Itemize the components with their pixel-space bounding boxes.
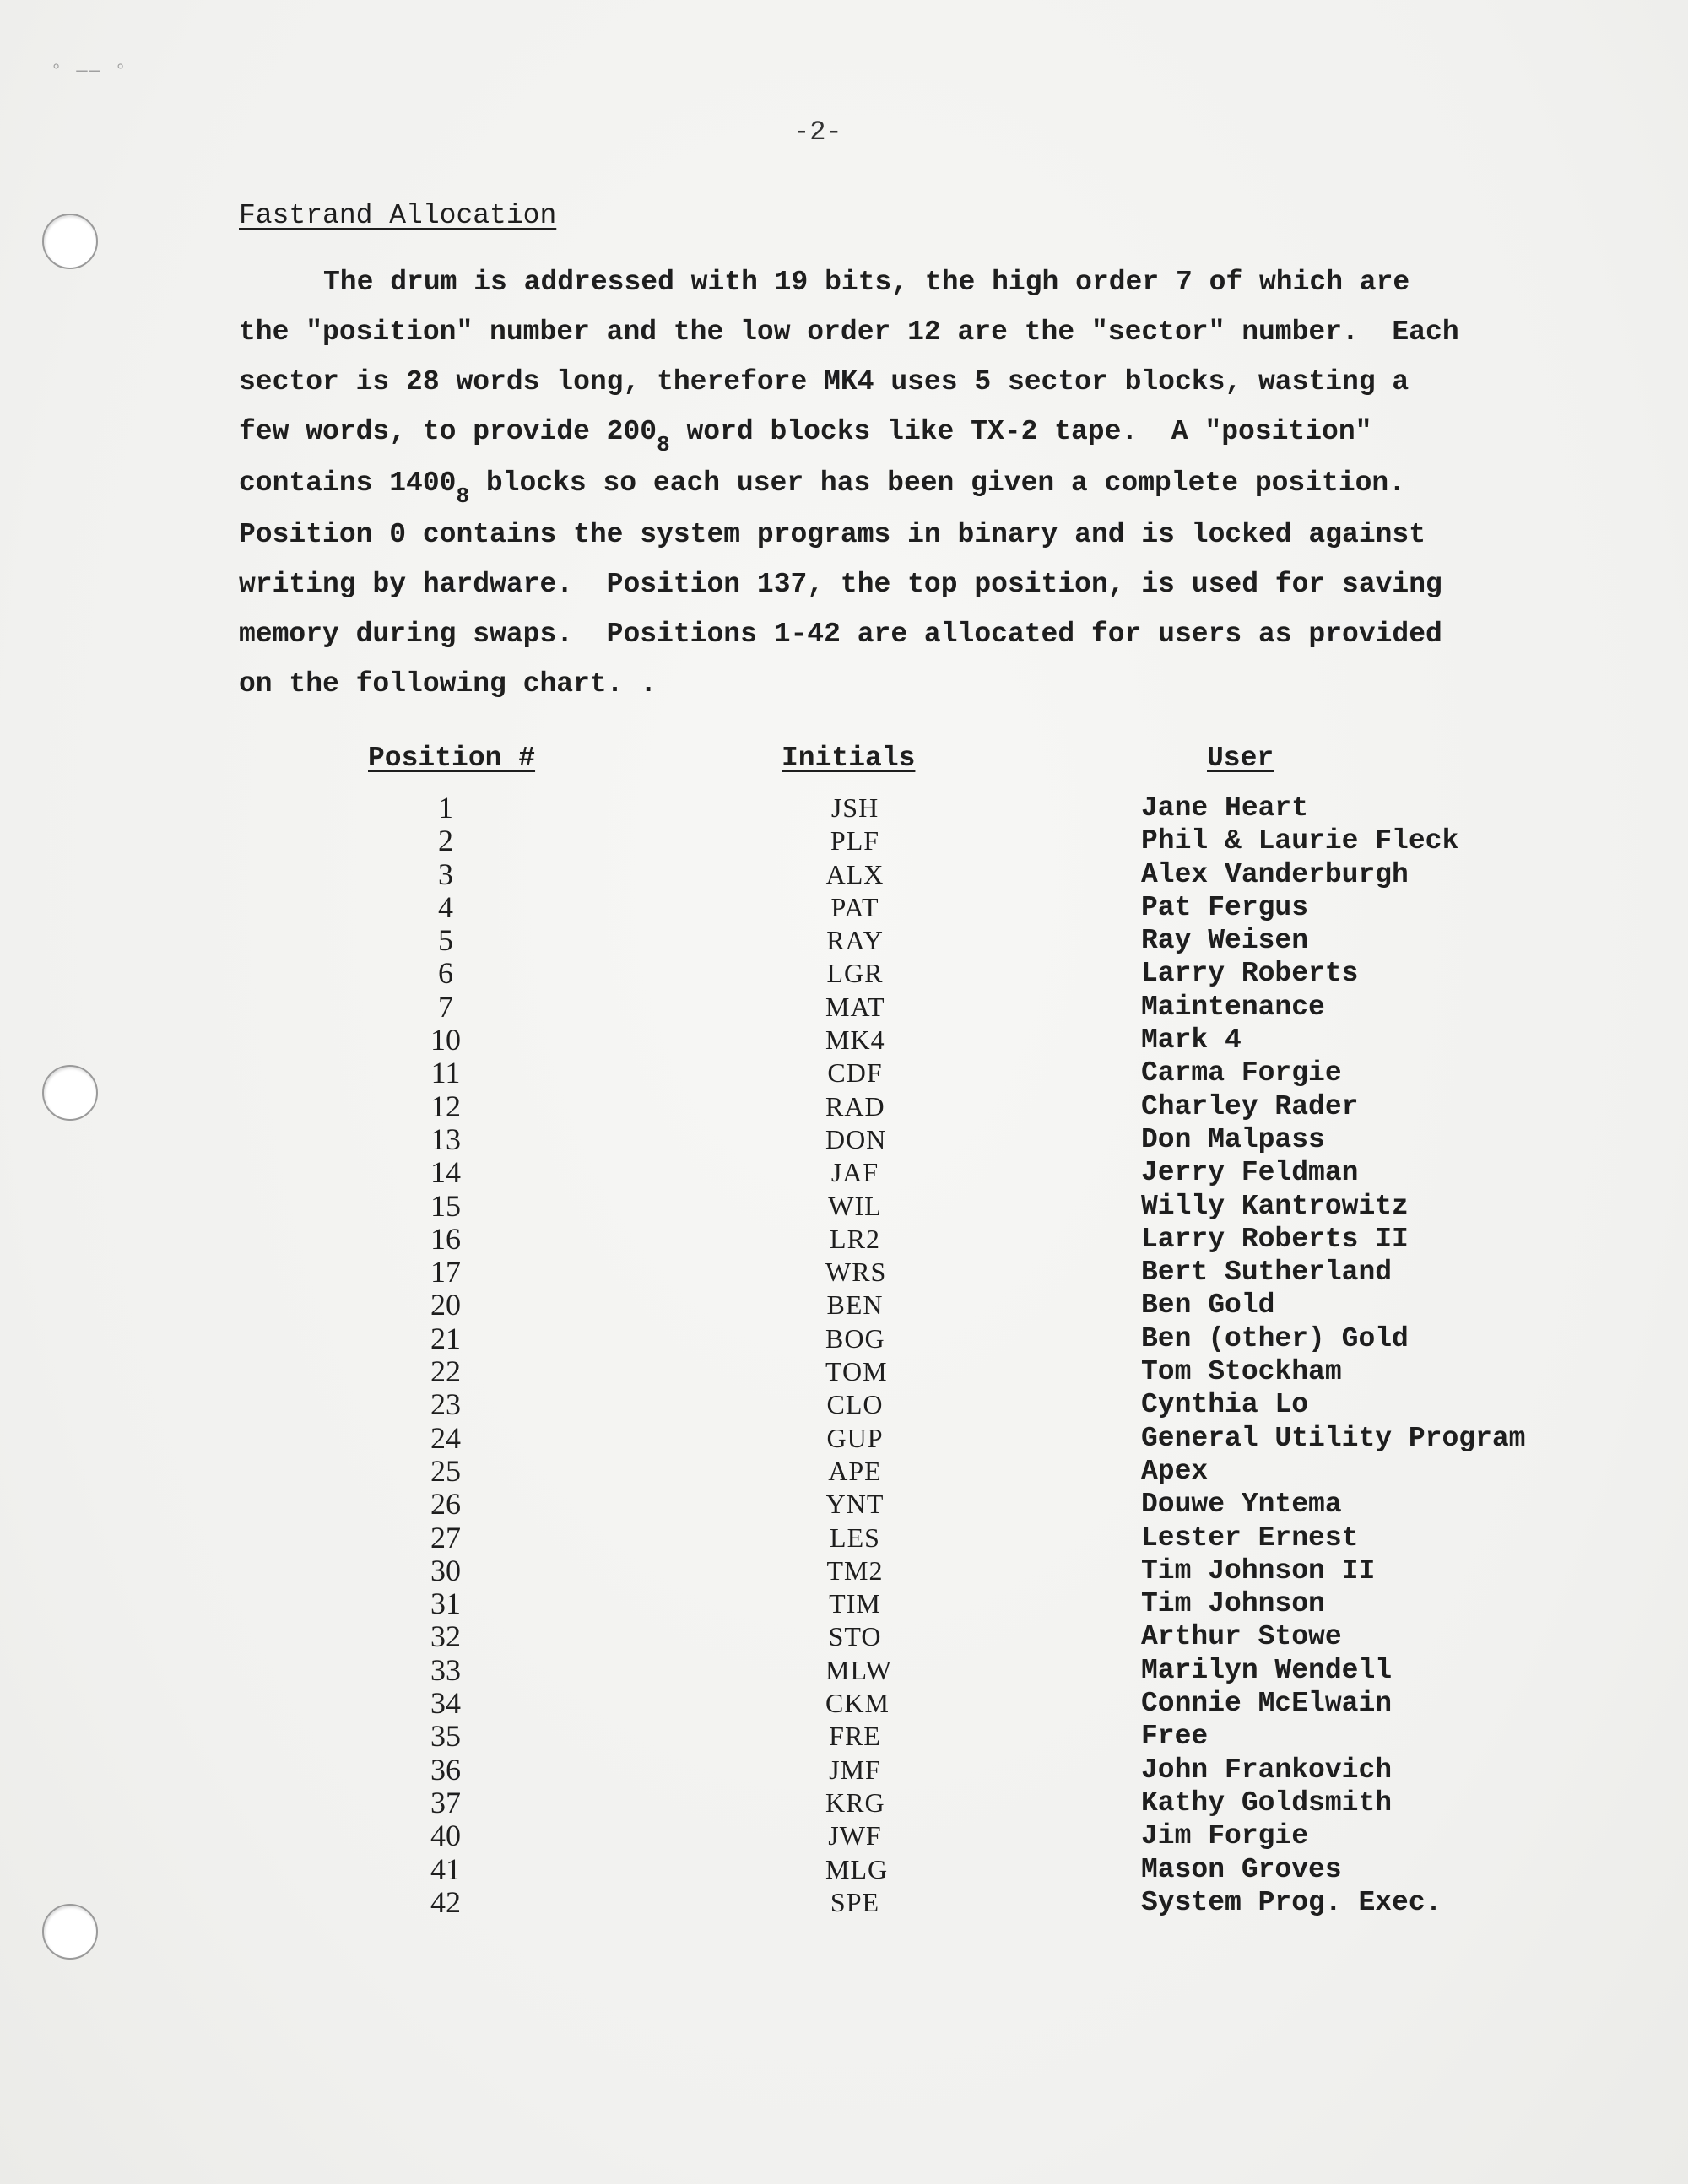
cell-position: 35 bbox=[430, 1719, 461, 1754]
cell-initials: PAT bbox=[830, 891, 879, 922]
paragraph-line bbox=[239, 458, 1471, 510]
cell-initials: MK4 bbox=[825, 1024, 885, 1056]
cell-user: Willy Kantrowitz bbox=[1141, 1190, 1409, 1222]
cell-user: Jane Heart bbox=[1141, 792, 1309, 824]
table-row bbox=[0, 1322, 1688, 1355]
cell-position: 11 bbox=[430, 1056, 461, 1090]
cell-position: 36 bbox=[430, 1752, 461, 1787]
table-row bbox=[0, 1720, 1688, 1753]
cell-position: 40 bbox=[430, 1819, 461, 1853]
octal-subscript: 8 bbox=[657, 432, 670, 457]
table-row bbox=[0, 1587, 1688, 1620]
cell-position: 24 bbox=[430, 1420, 461, 1455]
paragraph-line: the "position" number and the low order 12 are the "sector" number. Each bbox=[239, 316, 1459, 348]
cell-position: 17 bbox=[430, 1255, 461, 1289]
cell-initials: LES bbox=[830, 1522, 880, 1553]
cell-user: Carma Forgie bbox=[1141, 1057, 1342, 1089]
cell-initials: MLW bbox=[825, 1654, 892, 1685]
cell-initials: BOG bbox=[825, 1322, 885, 1354]
table-row bbox=[0, 1488, 1688, 1521]
cell-position: 34 bbox=[430, 1686, 461, 1721]
cell-initials: TIM bbox=[829, 1588, 881, 1619]
cell-user: Maintenance bbox=[1141, 991, 1325, 1023]
margin-smudge: ° ―― ° bbox=[51, 61, 128, 82]
table-row bbox=[0, 891, 1688, 924]
header-initials: Initials bbox=[782, 743, 916, 774]
cell-initials: TM2 bbox=[826, 1554, 884, 1586]
cell-initials: YNT bbox=[825, 1489, 885, 1520]
cell-initials: STO bbox=[828, 1621, 882, 1652]
cell-user: Alex Vanderburgh bbox=[1141, 858, 1409, 890]
cell-position: 32 bbox=[430, 1619, 461, 1654]
table-row bbox=[0, 1554, 1688, 1587]
cell-user: Tim Johnson bbox=[1141, 1588, 1325, 1620]
paragraph-line: writing by hardware. Position 137, the top position, is used for saving bbox=[239, 569, 1442, 600]
cell-initials: LR2 bbox=[830, 1223, 880, 1254]
cell-user: Free bbox=[1141, 1721, 1209, 1753]
table-row bbox=[0, 991, 1688, 1024]
header-user: User bbox=[1207, 743, 1274, 774]
cell-initials: RAY bbox=[826, 925, 884, 956]
cell-initials: APE bbox=[828, 1455, 882, 1486]
table-row bbox=[0, 1388, 1688, 1421]
paragraph-line: memory during swaps. Positions 1-42 are allocated for users as provided bbox=[239, 619, 1442, 650]
table-row bbox=[0, 824, 1688, 857]
cell-position: 1 bbox=[438, 791, 453, 824]
table-row bbox=[0, 1090, 1688, 1123]
cell-position: 5 bbox=[438, 923, 453, 958]
cell-user: Pat Fergus bbox=[1141, 891, 1309, 923]
section-title: Fastrand Allocation bbox=[239, 200, 557, 231]
cell-position: 37 bbox=[430, 1785, 461, 1819]
table-row bbox=[0, 1156, 1688, 1189]
cell-initials: JSH bbox=[830, 792, 879, 823]
cell-position: 30 bbox=[430, 1553, 461, 1587]
cell-position: 4 bbox=[438, 889, 453, 924]
cell-position: 42 bbox=[430, 1884, 461, 1919]
cell-user: Connie McElwain bbox=[1141, 1688, 1393, 1720]
table-row bbox=[0, 1455, 1688, 1488]
cell-position: 26 bbox=[430, 1487, 461, 1522]
table-row bbox=[0, 1355, 1688, 1388]
cell-user: Jerry Feldman bbox=[1141, 1157, 1359, 1189]
paragraph-line: The drum is addressed with 19 bits, the high order 7 of which are bbox=[323, 267, 1410, 298]
table-row bbox=[0, 1223, 1688, 1256]
cell-user: Charley Rader bbox=[1141, 1090, 1359, 1122]
paragraph-text: contains 1400 bbox=[239, 468, 457, 499]
cell-position: 31 bbox=[430, 1587, 461, 1621]
cell-user: Tom Stockham bbox=[1141, 1356, 1342, 1388]
cell-user: Don Malpass bbox=[1141, 1123, 1325, 1155]
paragraph-text: blocks so each user has been given a complete position. bbox=[469, 468, 1406, 499]
table-row bbox=[0, 1654, 1688, 1687]
cell-user: Mark 4 bbox=[1141, 1024, 1242, 1057]
cell-position: 7 bbox=[438, 989, 453, 1024]
cell-user: John Frankovich bbox=[1141, 1754, 1393, 1786]
table-row bbox=[0, 1819, 1688, 1852]
cell-user: Phil & Laurie Fleck bbox=[1141, 825, 1459, 857]
paragraph-line: sector is 28 words long, therefore MK4 uses 5 sector blocks, wasting a bbox=[239, 366, 1409, 397]
paragraph-line: Position 0 contains the system programs in binary and is locked against bbox=[239, 519, 1426, 550]
cell-initials: JWF bbox=[828, 1820, 882, 1852]
paragraph-line bbox=[239, 407, 1471, 458]
cell-user: Jim Forgie bbox=[1141, 1820, 1309, 1852]
table-row bbox=[0, 924, 1688, 957]
cell-position: 27 bbox=[430, 1520, 461, 1554]
cell-initials: FRE bbox=[829, 1721, 881, 1752]
table-body bbox=[0, 792, 1688, 1919]
table-row bbox=[0, 1687, 1688, 1720]
table-row bbox=[0, 1256, 1688, 1289]
octal-subscript: 8 bbox=[456, 484, 470, 509]
table-row bbox=[0, 1620, 1688, 1653]
cell-user: General Utility Program bbox=[1141, 1422, 1526, 1454]
cell-user: Douwe Yntema bbox=[1141, 1489, 1342, 1521]
cell-user: Apex bbox=[1141, 1455, 1209, 1487]
cell-user: Tim Johnson II bbox=[1141, 1554, 1376, 1587]
table-row bbox=[0, 1787, 1688, 1819]
cell-user: Marilyn Wendell bbox=[1141, 1654, 1393, 1686]
cell-position: 41 bbox=[430, 1852, 461, 1886]
cell-user: Ben (other) Gold bbox=[1141, 1322, 1409, 1354]
header-position: Position # bbox=[368, 743, 536, 774]
cell-initials: PLF bbox=[830, 825, 880, 857]
cell-position: 25 bbox=[430, 1453, 461, 1488]
cell-user: Larry Roberts bbox=[1141, 958, 1359, 990]
table-row bbox=[0, 1123, 1688, 1156]
cell-user: System Prog. Exec. bbox=[1141, 1886, 1442, 1918]
cell-initials: RAD bbox=[825, 1090, 885, 1122]
intro-paragraph bbox=[239, 257, 1471, 709]
table-row bbox=[0, 957, 1688, 990]
cell-position: 21 bbox=[430, 1321, 461, 1355]
table-row bbox=[0, 792, 1688, 824]
cell-initials: BEN bbox=[826, 1289, 884, 1321]
cell-initials: KRG bbox=[825, 1787, 885, 1818]
table-row bbox=[0, 1853, 1688, 1886]
cell-initials: SPE bbox=[830, 1886, 880, 1917]
table-row bbox=[0, 1522, 1688, 1554]
table-row bbox=[0, 1886, 1688, 1919]
cell-position: 13 bbox=[430, 1122, 461, 1156]
paragraph-text: word blocks like TX-2 tape. A "position" bbox=[669, 416, 1372, 447]
cell-user: Cynthia Lo bbox=[1141, 1389, 1309, 1421]
table-row bbox=[0, 1190, 1688, 1223]
cell-position: 15 bbox=[430, 1188, 461, 1223]
cell-initials: JAF bbox=[830, 1157, 879, 1188]
cell-initials: MLG bbox=[825, 1853, 889, 1884]
cell-initials: MAT bbox=[825, 991, 885, 1022]
table-row bbox=[0, 1057, 1688, 1089]
cell-user: Mason Groves bbox=[1141, 1853, 1342, 1885]
cell-position: 3 bbox=[438, 857, 453, 891]
cell-position: 6 bbox=[438, 956, 453, 991]
cell-position: 2 bbox=[438, 824, 453, 858]
cell-initials: CKM bbox=[825, 1688, 890, 1719]
cell-initials: WRS bbox=[825, 1257, 887, 1288]
cell-position: 10 bbox=[430, 1023, 461, 1057]
cell-position: 20 bbox=[430, 1288, 461, 1322]
cell-initials: ALX bbox=[825, 858, 885, 889]
table-row bbox=[0, 1024, 1688, 1057]
cell-initials: WIL bbox=[828, 1190, 882, 1221]
cell-user: Larry Roberts II bbox=[1141, 1223, 1409, 1255]
cell-position: 23 bbox=[430, 1387, 461, 1422]
paragraph-text: few words, to provide 200 bbox=[239, 416, 657, 447]
cell-user: Arthur Stowe bbox=[1141, 1621, 1342, 1653]
cell-position: 22 bbox=[430, 1354, 461, 1389]
cell-initials: JMF bbox=[829, 1754, 881, 1785]
cell-position: 14 bbox=[430, 1155, 461, 1190]
table-row bbox=[0, 1422, 1688, 1455]
punch-hole-top bbox=[42, 214, 98, 269]
cell-user: Kathy Goldsmith bbox=[1141, 1787, 1393, 1819]
cell-user: Lester Ernest bbox=[1141, 1522, 1359, 1554]
table-row bbox=[0, 858, 1688, 891]
cell-position: 12 bbox=[430, 1089, 461, 1123]
cell-user: Ben Gold bbox=[1141, 1289, 1275, 1322]
cell-initials: TOM bbox=[825, 1356, 888, 1387]
page-number: -2- bbox=[793, 116, 842, 148]
cell-position: 16 bbox=[430, 1221, 461, 1256]
cell-user: Bert Sutherland bbox=[1141, 1257, 1393, 1289]
cell-initials: DON bbox=[825, 1123, 887, 1154]
cell-initials: CDF bbox=[827, 1057, 883, 1089]
cell-initials: CLO bbox=[826, 1389, 884, 1420]
cell-position: 33 bbox=[430, 1652, 461, 1687]
table-row bbox=[0, 1754, 1688, 1787]
cell-user: Ray Weisen bbox=[1141, 925, 1309, 957]
cell-initials: LGR bbox=[826, 958, 884, 989]
cell-initials: GUP bbox=[826, 1422, 884, 1453]
paragraph-line: on the following chart. . bbox=[239, 668, 657, 700]
table-row bbox=[0, 1289, 1688, 1322]
